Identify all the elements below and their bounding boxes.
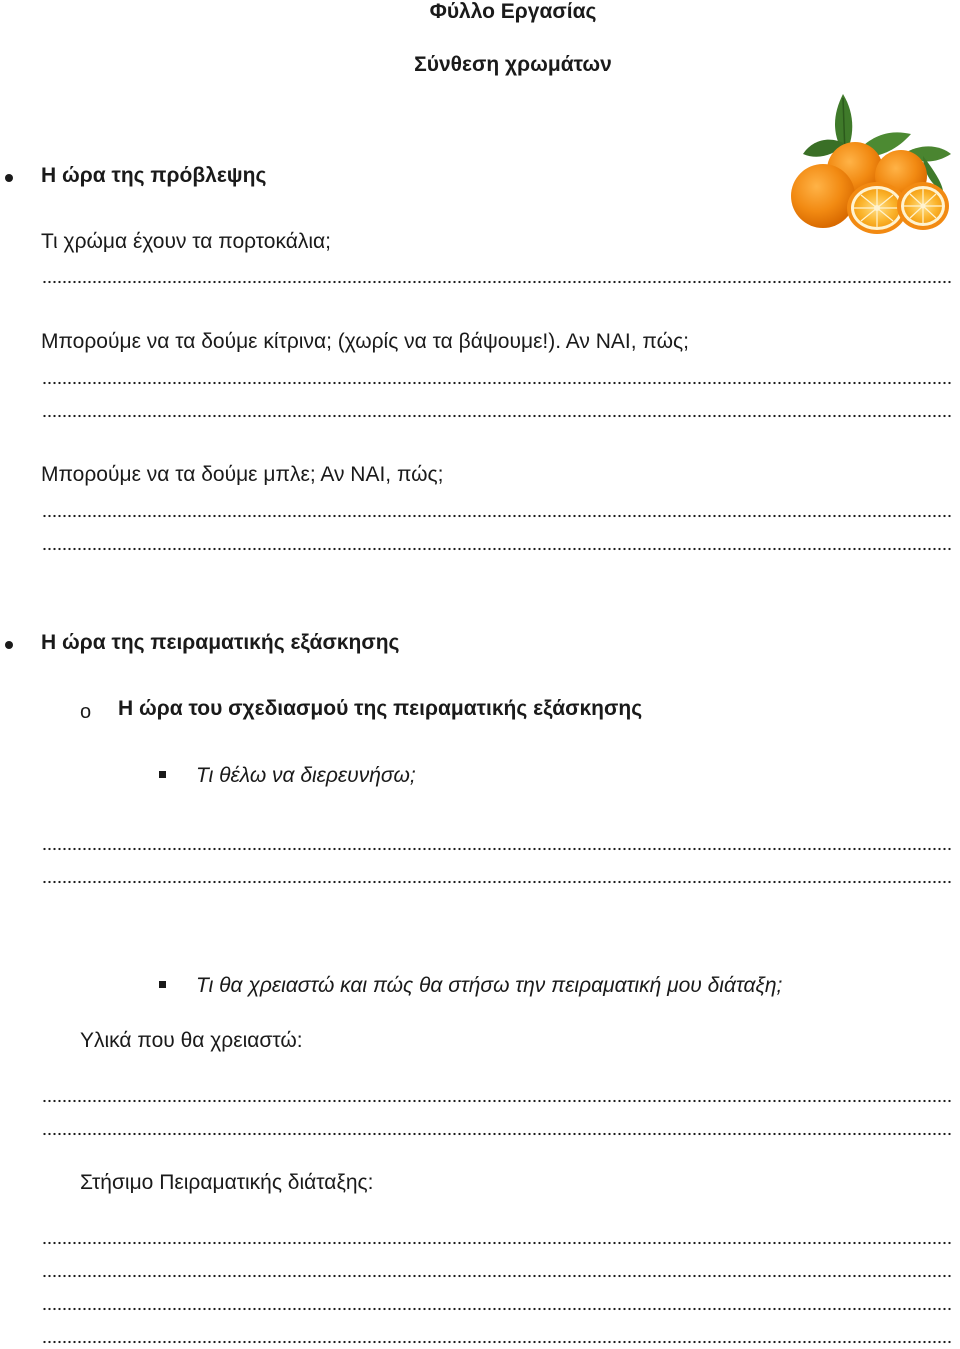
answer-line[interactable] xyxy=(42,1241,952,1245)
answer-line[interactable] xyxy=(42,880,952,884)
answer-line[interactable] xyxy=(42,381,952,385)
bullet-dot-icon xyxy=(5,174,13,182)
question-yellow: Μπορούμε να τα δούμε κίτρινα; (χωρίς να τα βάψουμε!). Αν ΝΑΙ, πώς; xyxy=(41,330,689,353)
question-blue: Μπορούμε να τα δούμε μπλε; Αν ΝΑΙ, πώς; xyxy=(41,463,444,486)
answer-line[interactable] xyxy=(42,280,952,284)
section-heading-prediction: Η ώρα της πρόβλεψης xyxy=(41,164,267,187)
bullet-circle-icon: o xyxy=(80,701,92,723)
bullet-square-icon xyxy=(159,771,166,778)
answer-line[interactable] xyxy=(42,1307,952,1311)
bullet-square-icon xyxy=(159,981,166,988)
page-subtitle: Σύνθεση χρωμάτων xyxy=(414,53,612,76)
item-investigate: Τι θέλω να διερευνήσω; xyxy=(196,764,416,787)
setup-label: Στήσιμο Πειραματικής διάταξης: xyxy=(80,1171,374,1194)
answer-line[interactable] xyxy=(42,1099,952,1103)
answer-line[interactable] xyxy=(42,1340,952,1344)
oranges-picture-icon xyxy=(783,84,959,256)
bullet-dot-icon xyxy=(5,641,13,649)
answer-line[interactable] xyxy=(42,414,952,418)
answer-line[interactable] xyxy=(42,514,952,518)
item-setup-needs: Τι θα χρειαστώ και πώς θα στήσω την πειραματική μου διάταξη; xyxy=(196,974,783,997)
materials-label: Υλικά που θα χρειαστώ: xyxy=(80,1029,303,1052)
page-title: Φύλλο Εργασίας xyxy=(429,0,597,23)
question-orange-color: Τι χρώμα έχουν τα πορτοκάλια; xyxy=(41,230,332,253)
subheading-design: Η ώρα του σχεδιασμού της πειραματικής εξάσκησης xyxy=(118,697,643,720)
answer-line[interactable] xyxy=(42,1132,952,1136)
answer-line[interactable] xyxy=(42,847,952,851)
section-heading-experiment: Η ώρα της πειραματικής εξάσκησης xyxy=(41,631,400,654)
answer-line[interactable] xyxy=(42,1274,952,1278)
answer-line[interactable] xyxy=(42,547,952,551)
